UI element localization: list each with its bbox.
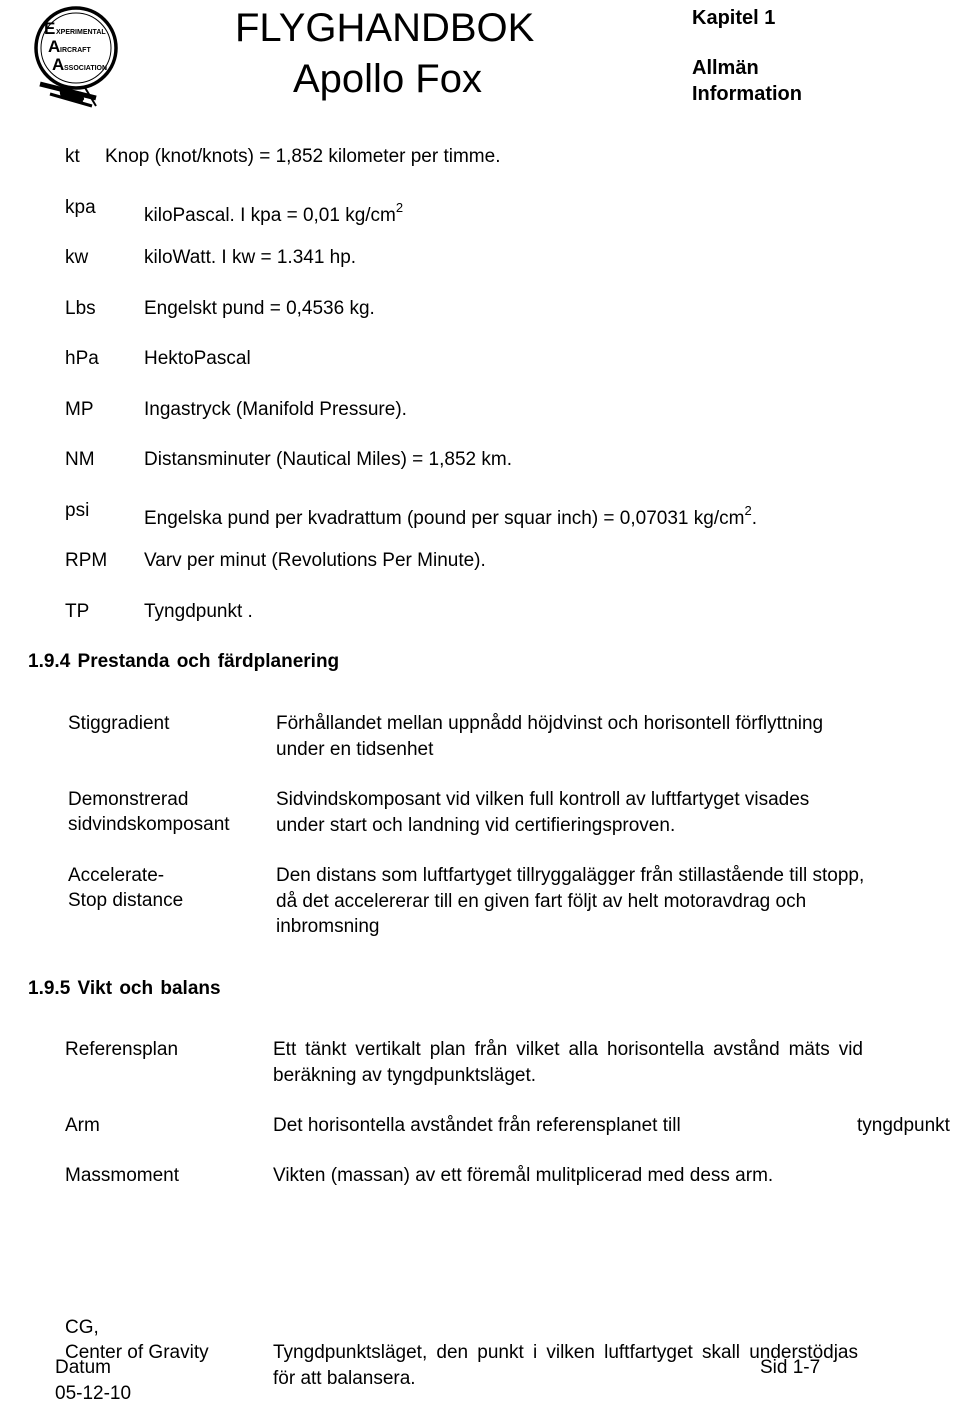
- term-label: sidvindskomposant: [68, 814, 230, 835]
- document-title: FLYGHANDBOK: [235, 6, 535, 50]
- abbr-desc: Varv per minut (Revolutions Per Minute).: [144, 550, 486, 571]
- term-definition: Vikten (massan) av ett föremål mulitplicerad med dess arm.: [273, 1165, 774, 1186]
- term-label: CG,: [65, 1317, 99, 1338]
- logo-word-aircraft: IRCRAFT: [60, 47, 91, 54]
- term-label: Massmoment: [65, 1165, 180, 1186]
- logo-word-experimental: XPERIMENTAL: [56, 29, 106, 36]
- logo-initial-a2: A: [52, 55, 65, 74]
- section-heading-1-9-4: 1.9.4 Prestanda och färdplanering: [28, 651, 340, 672]
- aircraft-name: Apollo Fox: [293, 57, 482, 101]
- term-definition: Sidvindskomposant vid vilken full kontroll av luftfartyget visades under start och landning vid certifieringsproven.: [276, 789, 810, 836]
- abbr-term: kw: [65, 247, 89, 268]
- abbr-desc: Engelska pund per kvadrattum (pound per squar inch) = 0,07031 kg/cm: [144, 508, 745, 529]
- abbr-desc: HektoPascal: [144, 348, 251, 369]
- abbr-desc-end: .: [751, 508, 757, 529]
- abbr-desc: kiloWatt. I kw = 1.341 hp.: [144, 247, 357, 268]
- abbr-term: hPa: [65, 348, 99, 369]
- term-label: Referensplan: [65, 1039, 179, 1060]
- section-label-line2: Information: [692, 83, 802, 105]
- superscript: 2: [395, 200, 404, 215]
- abbr-term: MP: [65, 399, 94, 420]
- term-definition: Ett tänkt vertikalt plan från vilket alla horisontella avstånd mäts vid beräkning av tyngdpunktsläget.: [273, 1039, 863, 1086]
- term-label: Demonstrerad: [68, 789, 189, 810]
- abbr-term: kt: [65, 146, 80, 167]
- term-definition: Tyngdpunktsläget, den punkt i vilken luftfartyget skall understödjas för att balansera.: [273, 1342, 858, 1389]
- abbr-term: kpa: [65, 197, 96, 218]
- term-definition: Den distans som luftfartyget tillryggalägger från stillastående till stopp, då det accelererar till en given fart följt av helt motoravdrag och inbromsning: [276, 865, 865, 937]
- abbr-desc: Ingastryck (Manifold Pressure).: [144, 399, 407, 420]
- term-definition: Förhållandet mellan uppnådd höjdvinst och horisontell förflyttning under en tidsenhet: [276, 713, 824, 760]
- term-label: Center of Gravity: [65, 1342, 209, 1363]
- abbr-desc-row: [144, 195, 403, 229]
- abbr-desc-row: [144, 498, 757, 532]
- abbr-desc: Knop (knot/knots) = 1,852 kilometer per timme.: [105, 146, 501, 167]
- logo-initial-e: E: [44, 19, 56, 38]
- chapter-label: Kapitel 1: [692, 7, 776, 29]
- section-label-line1: Allmän: [692, 57, 759, 79]
- term-definition-overflow: tyngdpunkt: [857, 1115, 950, 1136]
- logo-word-association: SSOCIATION: [64, 65, 108, 72]
- logo-initial-a1: A: [48, 37, 61, 56]
- term-label: Stop distance: [68, 890, 184, 911]
- eaa-logo: [30, 6, 122, 110]
- abbr-term: TP: [65, 601, 90, 622]
- abbr-term: psi: [65, 500, 90, 521]
- term-label: Stiggradient: [68, 713, 170, 734]
- abbr-desc: kiloPascal. I kpa = 0,01 kg/cm: [144, 205, 396, 226]
- section-heading-1-9-5: 1.9.5 Vikt och balans: [28, 978, 221, 999]
- superscript: 2: [744, 503, 752, 518]
- abbr-desc: Tyngdpunkt .: [144, 601, 253, 622]
- abbr-term: Lbs: [65, 298, 96, 319]
- footer-page-number: Sid 1-7: [760, 1357, 821, 1378]
- term-label: Accelerate-: [68, 865, 165, 886]
- footer-datum-value: 05-12-10: [55, 1383, 132, 1404]
- abbr-desc: Distansminuter (Nautical Miles) = 1,852 km.: [144, 449, 512, 470]
- term-label: Arm: [65, 1115, 100, 1136]
- abbr-term: RPM: [65, 550, 108, 571]
- abbr-desc: Engelskt pund = 0,4536 kg.: [144, 298, 375, 319]
- term-definition: Det horisontella avståndet från referensplanet till: [273, 1115, 681, 1136]
- abbr-term: NM: [65, 449, 95, 470]
- footer-datum-label: Datum: [55, 1357, 111, 1378]
